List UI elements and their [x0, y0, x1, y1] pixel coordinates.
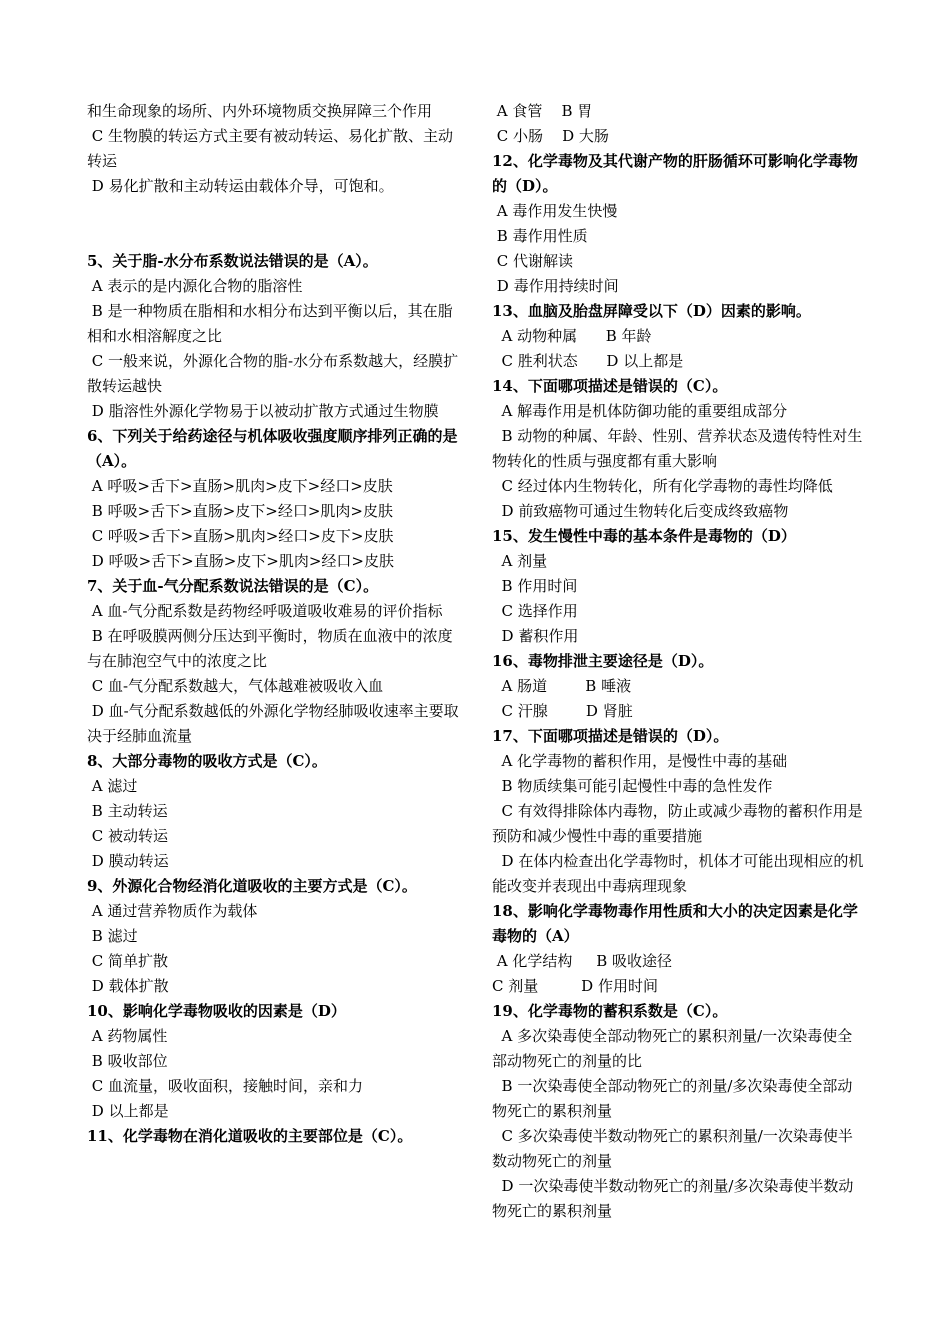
text-line: C 小肠 D 大肠 — [492, 127, 609, 145]
text-line: D 蓄积作用 — [492, 627, 579, 645]
text-line: D 呼吸>舌下>直肠>皮下>肌肉>经口>皮肤 — [87, 552, 394, 570]
text-line: A 肠道 B 唾液 — [492, 677, 632, 695]
question-heading: 16、毒物排泄主要途径是（D）。 — [492, 652, 714, 670]
question-heading: 10、影响化学毒物吸收的因素是（D） — [87, 1002, 346, 1020]
text-line: C 生物膜的转运方式主要有被动转运、易化扩散、主动转运 — [87, 127, 454, 170]
text-line: C 代谢解读 — [492, 252, 574, 270]
text-line: D 毒作用持续时间 — [492, 277, 619, 295]
text-line: B 物质续集可能引起慢性中毒的急性发作 — [492, 777, 773, 795]
text-line: A 药物属性 — [87, 1027, 168, 1045]
text-line: B 主动转运 — [87, 802, 168, 820]
text-line: A 呼吸>舌下>直肠>肌肉>皮下>经口>皮肤 — [87, 477, 393, 495]
text-line: B 毒作用性质 — [492, 227, 588, 245]
text-line: B 在呼吸膜两侧分压达到平衡时，物质在血液中的浓度与在肺泡空气中的浓度之比 — [87, 627, 453, 670]
text-line: C 选择作用 — [492, 602, 578, 620]
text-line: D 易化扩散和主动转运由载体介导，可饱和。 — [87, 177, 394, 195]
text-line: C 简单扩散 — [87, 952, 169, 970]
question-heading: 8、大部分毒物的吸收方式是（C）。 — [87, 752, 327, 770]
text-line: C 血-气分配系数越大，气体越难被吸收入血 — [87, 677, 384, 695]
text-line: A 表示的是内源化合物的脂溶性 — [87, 277, 303, 295]
question-heading: 13、血脑及胎盘屏障受以下（D）因素的影响。 — [492, 302, 811, 320]
question-heading: 19、化学毒物的蓄积系数是（C）。 — [492, 1002, 728, 1020]
text-line: C 血流量，吸收面积，接触时间，亲和力 — [87, 1077, 364, 1095]
question-heading: 15、发生慢性中毒的基本条件是毒物的（D） — [492, 527, 796, 545]
question-heading: 12、化学毒物及其代谢产物的肝肠循环可影响化学毒物的（D）。 — [492, 152, 858, 195]
text-line: C 汗腺 D 肾脏 — [492, 702, 633, 720]
right-column — [492, 99, 864, 1224]
text-line: D 以上都是 — [87, 1102, 169, 1120]
question-heading: 18、影响化学毒物毒作用性质和大小的决定因素是化学毒物的（A） — [492, 902, 858, 945]
question-heading: 5、关于脂-水分布系数说法错误的是（A）。 — [87, 252, 378, 270]
text-line: A 毒作用发生快慢 — [492, 202, 618, 220]
text-line: B 作用时间 — [492, 577, 578, 595]
text-line: A 化学毒物的蓄积作用，是慢性中毒的基础 — [492, 752, 788, 770]
text-line: A 剂量 — [492, 552, 548, 570]
text-line: D 脂溶性外源化学物易于以被动扩散方式通过生物膜 — [87, 402, 439, 420]
text-line: C 一般来说，外源化合物的脂-水分布系数越大，经膜扩散转运越快 — [87, 352, 459, 395]
text-line: C 有效得排除体内毒物，防止或减少毒物的蓄积作用是预防和减少慢性中毒的重要措施 — [492, 802, 863, 845]
question-heading: 9、外源化合物经消化道吸收的主要方式是（C）。 — [87, 877, 417, 895]
text-line: B 是一种物质在脂相和水相分布达到平衡以后，其在脂相和水相溶解度之比 — [87, 302, 453, 345]
text-line: A 通过营养物质作为载体 — [87, 902, 258, 920]
text-line: A 多次染毒使全部动物死亡的累积剂量/一次染毒使全部动物死亡的剂量的比 — [492, 1027, 853, 1070]
text-line: C 呼吸>舌下>直肠>肌肉>经口>皮下>皮肤 — [87, 527, 394, 545]
text-line: B 吸收部位 — [87, 1052, 168, 1070]
text-line: C 经过体内生物转化，所有化学毒物的毒性均降低 — [492, 477, 833, 495]
question-heading: 14、下面哪项描述是错误的（C）。 — [492, 377, 728, 395]
text-line: D 在体内检查出化学毒物时，机体才可能出现相应的机能改变并表现出中毒病理现象 — [492, 852, 864, 895]
text-line: A 动物种属 B 年龄 — [492, 327, 652, 345]
text-line: D 膜动转运 — [87, 852, 169, 870]
text-line: D 载体扩散 — [87, 977, 169, 995]
text-line: A 化学结构 B 吸收途径 — [492, 952, 673, 970]
text-line: C 胜利状态 D 以上都是 — [492, 352, 684, 370]
text-line: B 呼吸>舌下>直肠>皮下>经口>肌肉>皮肤 — [87, 502, 393, 520]
question-heading: 11、化学毒物在消化道吸收的主要部位是（C）。 — [87, 1127, 413, 1145]
spacer — [87, 199, 465, 249]
left-column — [87, 99, 465, 1149]
text-line: D 前致癌物可通过生物转化后变成终致癌物 — [492, 502, 789, 520]
text-line: A 滤过 — [87, 777, 138, 795]
text-line: C 多次染毒使半数动物死亡的累积剂量/一次染毒使半数动物死亡的剂量 — [492, 1127, 853, 1170]
text-line: D 一次染毒使半数动物死亡的剂量/多次染毒使半数动物死亡的累积剂量 — [492, 1177, 854, 1220]
text-line: D 血-气分配系数越低的外源化学物经肺吸收速率主要取决于经肺血流量 — [87, 702, 459, 745]
text-line: C 被动转运 — [87, 827, 169, 845]
text-line: A 解毒作用是机体防御功能的重要组成部分 — [492, 402, 788, 420]
question-heading: 7、关于血-气分配系数说法错误的是（C）。 — [87, 577, 379, 595]
question-heading: 6、下列关于给药途径与机体吸收强度顺序排列正确的是（A）。 — [87, 427, 458, 470]
text-line: B 动物的种属、年龄、性别、营养状态及遗传特性对生物转化的性质与强度都有重大影响 — [492, 427, 863, 470]
text-line: B 滤过 — [87, 927, 138, 945]
text-line: C 剂量 D 作用时间 — [492, 977, 658, 995]
text-line: 和生命现象的场所、内外环境物质交换屏障三个作用 — [87, 102, 433, 120]
text-line: A 食管 B 胃 — [492, 102, 593, 120]
question-heading: 17、下面哪项描述是错误的（D）。 — [492, 727, 729, 745]
text-line: B 一次染毒使全部动物死亡的剂量/多次染毒使全部动物死亡的累积剂量 — [492, 1077, 853, 1120]
text-line: A 血-气分配系数是药物经呼吸道吸收难易的评价指标 — [87, 602, 443, 620]
